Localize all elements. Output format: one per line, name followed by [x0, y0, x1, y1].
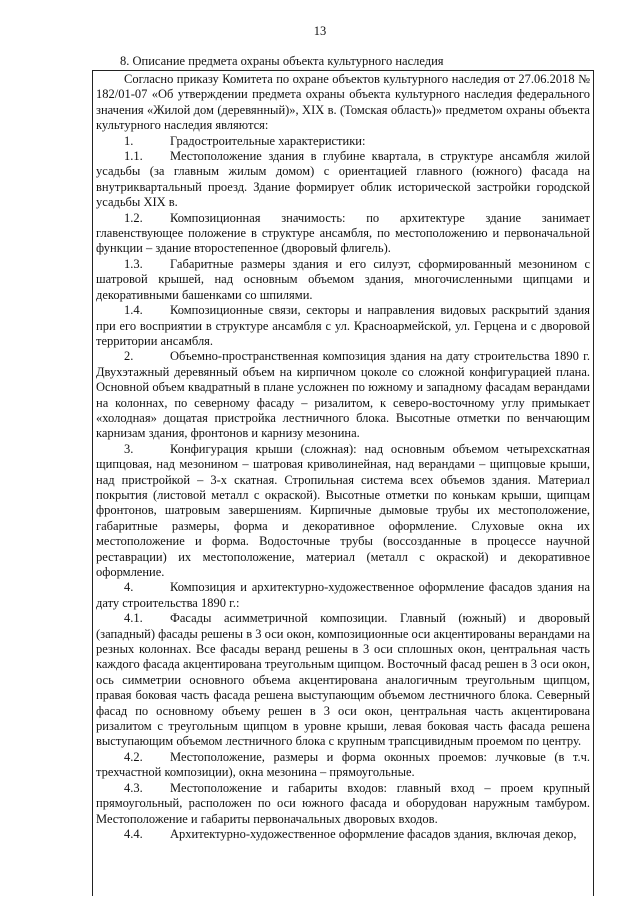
item-text: Местоположение здания в глубине квартала, в структуре ансамбля жилой усадьбы (за главным жилым домом) с ориентацией главного (южного) фасада на внутриквартальный проезд. Здание формирует облик исторической застройки городской усадьбы XIX в.	[96, 149, 590, 210]
item-text: Композиция и архитектурно-художественное оформление фасадов здания на дату строительства 1890 г.:	[96, 580, 590, 610]
item-number: 1.4.	[124, 303, 143, 318]
item-number: 2.	[124, 349, 134, 364]
item-number: 3.	[124, 441, 134, 456]
item-1-2	[96, 211, 590, 257]
content-frame	[92, 70, 594, 896]
item-text: Композиционная значимость: по архитектуре здание занимает главенствующее положение в структуре ансамбля, по местоположению и первоначальной функции – здание второстепенное (дворовый флигель).	[96, 210, 590, 256]
item-text: Архитектурно-художественное оформление фасадов здания, включая декор,	[170, 826, 577, 841]
item-number: 1.1.	[124, 149, 143, 164]
item-number: 4.3.	[124, 780, 143, 795]
item-text: Местоположение, размеры и форма оконных проемов: лучковые (в т.ч. трехчастной композиции), окна мезонина – прямоугольные.	[96, 749, 590, 780]
item-4-4	[96, 827, 590, 842]
item-2	[96, 349, 590, 441]
item-number: 4.1.	[124, 611, 143, 626]
item-3	[96, 442, 590, 581]
item-4-1	[96, 611, 590, 750]
item-text: Фасады асимметричной композиции. Главный (южный) и дворовый (западный) фасады решены в 3 оси окон, композиционные оси акцентированы верандами на резных колоннах. Все фасады веранд решены в 3 оси сплошных окон, центральная часть каждого фасада акцентирована треугольным щипцом. Восточный фасад решен в 3 оси окон, ось симметрии основного объема акцентирована аналогичным треугольным щипцом, правая боковая часть фасада решена выступающим объемом лестничного блока. Северный фасад по основному объему решен в 3 оси окон, центральная часть акцентирована ризалитом с треугольным щипцом в уровне крыши, левая боковая часть фасада решена выступающим объемом лестничного блока с крупным трапсцивидным проемом по центру.	[96, 611, 590, 749]
item-number: 4.2.	[124, 749, 143, 764]
item-1	[96, 134, 590, 149]
item-4-3	[96, 781, 590, 827]
section-title: 8. Описание предмета охраны объекта культурного наследия	[120, 54, 444, 68]
item-number: 1.2.	[124, 210, 143, 225]
item-1-3	[96, 257, 590, 303]
item-text: Градостроительные характеристики:	[170, 133, 366, 148]
item-1-4	[96, 303, 590, 349]
item-text: Габаритные размеры здания и его силуэт, сформированный мезонином с шатровой крышей, над основным объемом здания, многочисленными щипцами и декоративными башенками со шпилями.	[96, 256, 590, 302]
page-number: 13	[313, 24, 327, 38]
item-4	[96, 580, 590, 611]
item-text: Объемно-пространственная композиция здания на дату строительства 1890 г. Двухэтажный деревянный объем на кирпичном цоколе со сложной конфигурацией плана. Основной объем квадратный в плане усложнен по южному и западному фасадам верандами на колоннах, по северному фасаду – ризалитом, к северо-восточному углу примыкает «холодная» дощатая пристройка лестничного блока. Высотные отметки по венчающим карнизам здания, фронтонов и карнизу мезонина.	[96, 349, 590, 441]
item-text: Композиционные связи, секторы и направления видовых раскрытий здания при его восприятии в структуре ансамбля с ул. Красноармейской, ул. Герцена и с дворовой территории ансамбля.	[96, 303, 590, 348]
item-number: 4.4.	[124, 826, 143, 841]
item-1-1	[96, 149, 590, 211]
item-text: Конфигурация крыши (сложная): над основным объемом четырехскатная щипцовая, над мезонином – шатровая криволинейная, над верандами – щипцовые крыши, над пристройкой – 3-х скатная. Стропильная система всех объемов здания. Материал покрытия (листовой металл с окраской). Высотные отметки по конькам крыши, щипцам фронтонов, шатровым завершениям. Кирпичные дымовые трубы их местоположение, габаритные размеры, форма и декоративное оформление. Слуховые окна их местоположение и форма. Водосточные трубы (воссозданные в процессе научной реставрации) их местоположение, материал (металл с окраской) и декоративное оформление.	[96, 441, 590, 579]
item-4-2	[96, 750, 590, 781]
item-number: 1.3.	[124, 256, 143, 271]
item-text: Местоположение и габариты входов: главный вход – проем крупный прямоугольный, расположен по оси южного фасада и оборудован наружным тамбуром. Местоположение и габариты первоначальных дворовых входов.	[96, 780, 590, 826]
intro-paragraph: Согласно приказу Комитета по охране объектов культурного наследия от 27.06.2018 № 182/01-07 «Об утверждении предмета охраны объекта культурного наследия федерального значения «Жилой дом (деревянный)», XIX в. (Томская область)» предметом охраны объекта культурного наследия являются:	[96, 72, 590, 133]
item-number: 1.	[124, 133, 134, 148]
item-number: 4.	[124, 580, 134, 595]
